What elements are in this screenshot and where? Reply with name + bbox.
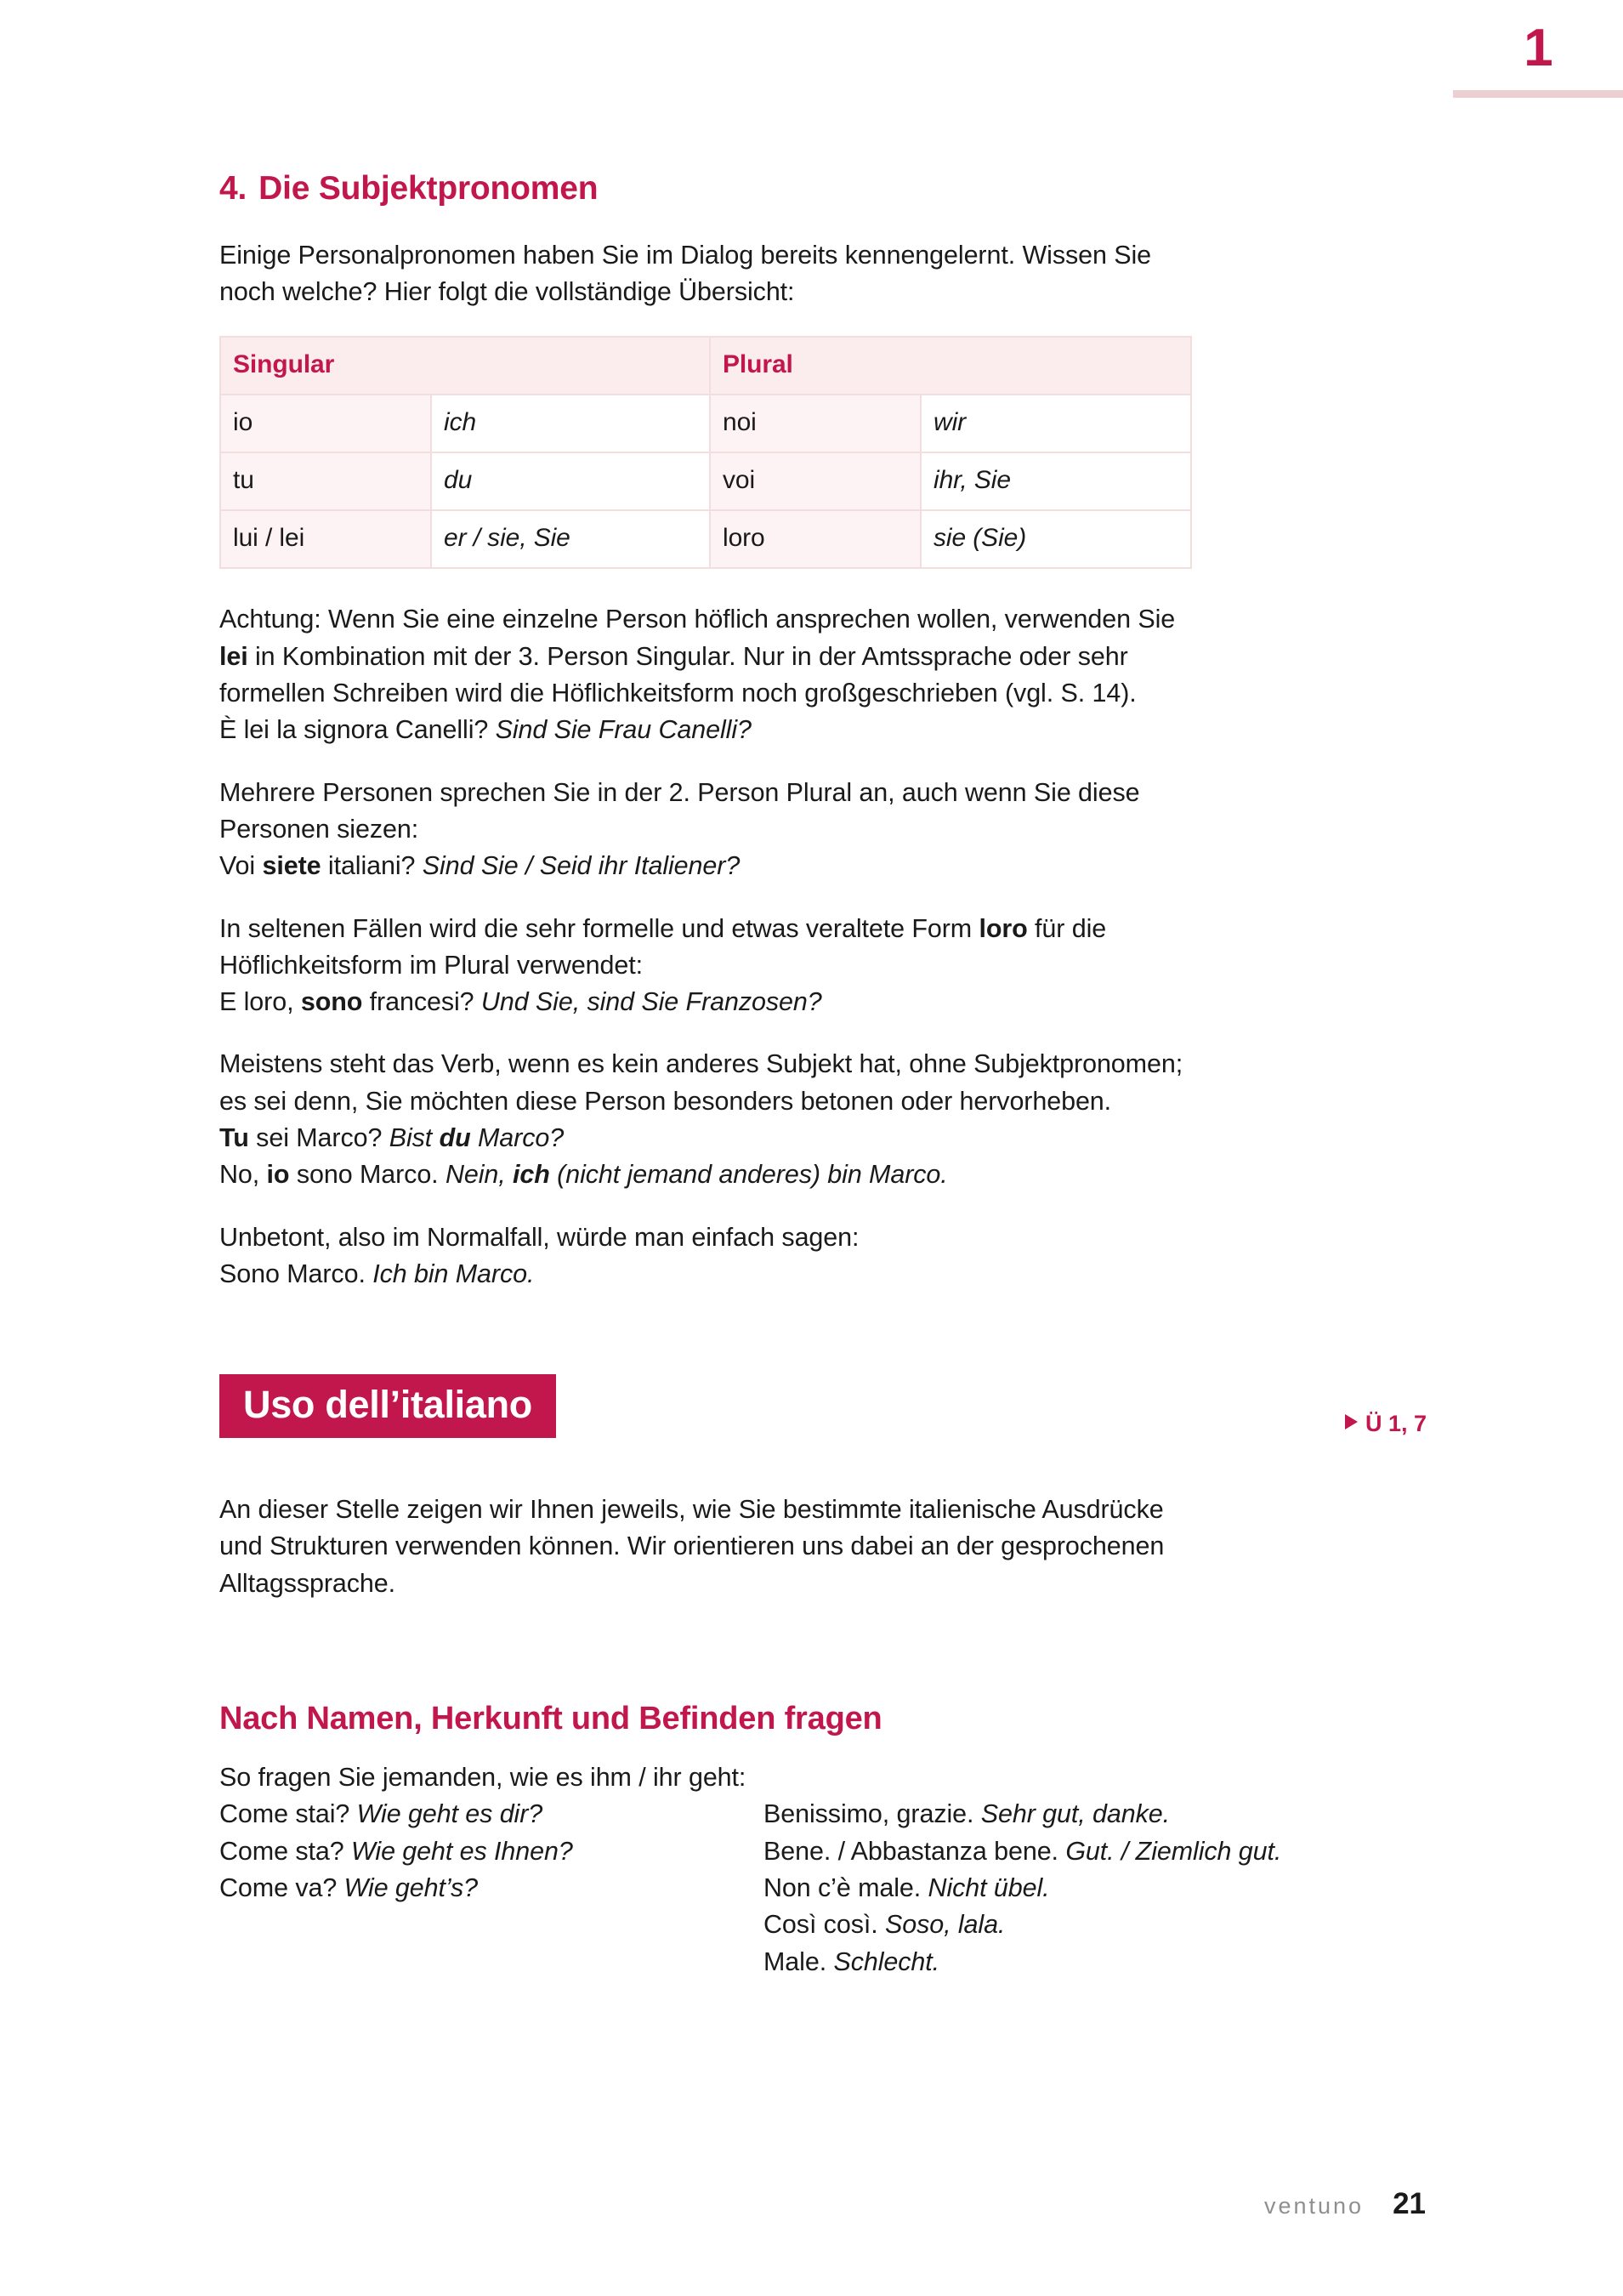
example-german-keyword: ich — [513, 1160, 550, 1190]
example-italian-keyword: sono — [300, 987, 363, 1017]
uso-intro-line-1: An dieser Stelle zeigen wir Ihnen jeweils, wie Sie bestimmte italienische Ausdrücke — [219, 1495, 1164, 1525]
page-footer — [1264, 2187, 1426, 2221]
note-unbetont-line-1: Unbetont, also im Normalfall, würde man einfach sagen: — [219, 1222, 860, 1252]
example-italian-suffix: italiani? — [321, 851, 423, 881]
dialogue-question — [219, 1870, 763, 1907]
example-italian-suffix: francesi? — [362, 987, 481, 1017]
answer-german: Soso, lala. — [884, 1910, 1006, 1940]
table-header-plural: Plural — [710, 337, 1191, 395]
cell-plural-german: ihr, Sie — [921, 452, 1191, 510]
cell-plural-german: sie (Sie) — [921, 510, 1191, 568]
answer-german: Gut. / Ziemlich gut. — [1065, 1836, 1282, 1866]
answer-italian: Così così. — [763, 1910, 885, 1940]
note-selten-line-1a: In seltenen Fällen wird die sehr formelle und etwas veraltete Form — [219, 913, 979, 943]
example-german: Ich bin Marco. — [372, 1259, 535, 1288]
example-italian-keyword: siete — [262, 851, 321, 881]
cell-plural-italian: noi — [710, 395, 921, 452]
note-achtung-line-3: formellen Schreiben wird die Höflichkeitsform noch großgeschrieben (vgl. S. 14). — [219, 679, 1137, 708]
example-italian-prefix: No, — [219, 1160, 267, 1190]
note-mehrere-personen — [219, 775, 1427, 885]
dialogue-question-empty — [219, 1944, 763, 1981]
example-italian-keyword: Tu — [219, 1123, 249, 1152]
note-selten-line-1b: für die — [1027, 913, 1107, 943]
answer-italian: Male. — [763, 1946, 834, 1976]
dialogue-answer — [763, 1833, 1427, 1870]
note-meistens-line-2: es sei denn, Sie möchten diese Person besonders betonen oder hervorheben. — [219, 1086, 1112, 1116]
exercise-reference[interactable] — [1345, 1411, 1427, 1437]
note-selten-line-2: Höflichkeitsform im Plural verwendet: — [219, 950, 644, 980]
example-italian-keyword: io — [266, 1160, 290, 1190]
uso-dellitaliano-banner: Uso dell’italiano — [219, 1374, 556, 1438]
cell-singular-german: er / sie, Sie — [431, 510, 710, 568]
cell-singular-german: du — [431, 452, 710, 510]
example-italian-suffix: sei Marco? — [248, 1123, 389, 1152]
exercise-reference-label: Ü 1, 7 — [1365, 1411, 1427, 1437]
example-italian-prefix: E loro, — [219, 987, 301, 1017]
note-unbetont — [219, 1219, 1427, 1293]
page-content — [219, 170, 1427, 1981]
note-achtung — [219, 601, 1427, 748]
answer-german: Schlecht. — [833, 1946, 940, 1976]
dialogue-answer — [763, 1907, 1427, 1943]
question-italian: Come sta? — [219, 1836, 351, 1866]
cell-plural-italian: loro — [710, 510, 921, 568]
question-german: Wie geht es dir? — [356, 1799, 543, 1829]
dialogue-intro: So fragen Sie jemanden, wie es ihm / ihr geht: — [219, 1763, 746, 1793]
cell-plural-german: wir — [921, 395, 1191, 452]
question-italian: Come va? — [219, 1873, 344, 1902]
example-german-prefix: Nein, — [445, 1160, 514, 1190]
answer-german: Nicht übel. — [928, 1873, 1050, 1902]
uso-intro-line-2: und Strukturen verwenden können. Wir orientieren uns dabei an der gesprochenen — [219, 1532, 1165, 1561]
example-german: Sind Sie / Seid ihr Italiener? — [422, 851, 741, 881]
page-title — [219, 170, 1427, 208]
answer-german: Sehr gut, danke. — [980, 1799, 1170, 1829]
note-achtung-line-2: in Kombination mit der 3. Person Singular. Nur in der Amtssprache oder sehr — [247, 641, 1128, 671]
example-german-prefix: Bist — [389, 1123, 440, 1152]
dialogue-question — [219, 1796, 763, 1833]
chapter-rule — [1453, 90, 1623, 98]
table-row — [220, 395, 1191, 452]
section-title-text: Die Subjektpronomen — [258, 170, 599, 207]
example-german-keyword: du — [439, 1123, 471, 1152]
chapter-number: 1 — [1524, 19, 1552, 77]
chapter-marker — [1453, 0, 1623, 98]
dialogue-grid — [219, 1796, 1427, 1980]
table-header-singular: Singular — [220, 337, 710, 395]
note-seltene-faelle — [219, 911, 1427, 1021]
dialogue-answer — [763, 1870, 1427, 1907]
question-german: Wie geht es Ihnen? — [350, 1836, 573, 1866]
example-german-suffix: (nicht jemand anderes) bin Marco. — [549, 1160, 948, 1190]
note-achtung-line-1: Achtung: Wenn Sie eine einzelne Person höflich ansprechen wollen, verwenden Sie — [219, 605, 1176, 634]
section-intro-line-2: noch welche? Hier folgt die vollständige Übersicht: — [219, 277, 795, 307]
cell-singular-italian: lui / lei — [220, 510, 431, 568]
table-header-row — [220, 337, 1191, 395]
example-italian-suffix: sono Marco. — [289, 1160, 445, 1190]
table-row — [220, 510, 1191, 568]
dialogue-question-empty — [219, 1907, 763, 1943]
uso-intro-line-3: Alltagssprache. — [219, 1568, 396, 1598]
section-intro — [219, 237, 1427, 311]
cell-singular-german: ich — [431, 395, 710, 452]
section-number: 4. — [219, 170, 247, 207]
answer-italian: Bene. / Abbastanza bene. — [763, 1836, 1066, 1866]
uso-banner-row — [219, 1374, 1427, 1444]
example-german: Sind Sie Frau Canelli? — [495, 715, 752, 745]
dialogue-block — [219, 1759, 1427, 1981]
note-mehrere-line-2: Personen siezen: — [219, 814, 419, 844]
example-german: Und Sie, sind Sie Franzosen? — [480, 987, 822, 1017]
example-italian: Sono Marco. — [219, 1259, 373, 1288]
cell-singular-italian: io — [220, 395, 431, 452]
example-italian-prefix: Voi — [219, 851, 263, 881]
answer-italian: Benissimo, grazie. — [763, 1799, 981, 1829]
cell-singular-italian: tu — [220, 452, 431, 510]
answer-italian: Non c’è male. — [763, 1873, 928, 1902]
table-row — [220, 452, 1191, 510]
footer-page-word: ventuno — [1263, 2193, 1365, 2219]
question-italian: Come stai? — [219, 1799, 357, 1829]
footer-page-number: 21 — [1393, 2187, 1426, 2220]
uso-intro — [219, 1492, 1427, 1602]
dialogue-question — [219, 1833, 763, 1870]
dialogue-answer — [763, 1796, 1427, 1833]
dialogue-section-title: Nach Namen, Herkunft und Befinden fragen — [219, 1701, 882, 1737]
note-selten-keyword: loro — [979, 913, 1028, 943]
question-german: Wie geht’s? — [343, 1873, 479, 1902]
note-meistens — [219, 1046, 1427, 1193]
triangle-right-icon — [1345, 1414, 1358, 1429]
example-german-suffix: Marco? — [470, 1123, 565, 1152]
pronoun-table — [219, 336, 1192, 569]
note-achtung-keyword: lei — [219, 641, 248, 671]
cell-plural-italian: voi — [710, 452, 921, 510]
example-italian: È lei la signora Canelli? — [219, 715, 496, 745]
section-intro-line-1: Einige Personalpronomen haben Sie im Dialog bereits kennengelernt. Wissen Sie — [219, 240, 1152, 270]
note-meistens-line-1: Meistens steht das Verb, wenn es kein anderes Subjekt hat, ohne Subjektpronomen; — [219, 1049, 1183, 1079]
note-mehrere-line-1: Mehrere Personen sprechen Sie in der 2. Person Plural an, auch wenn Sie diese — [219, 777, 1140, 807]
dialogue-answer — [763, 1944, 1427, 1981]
